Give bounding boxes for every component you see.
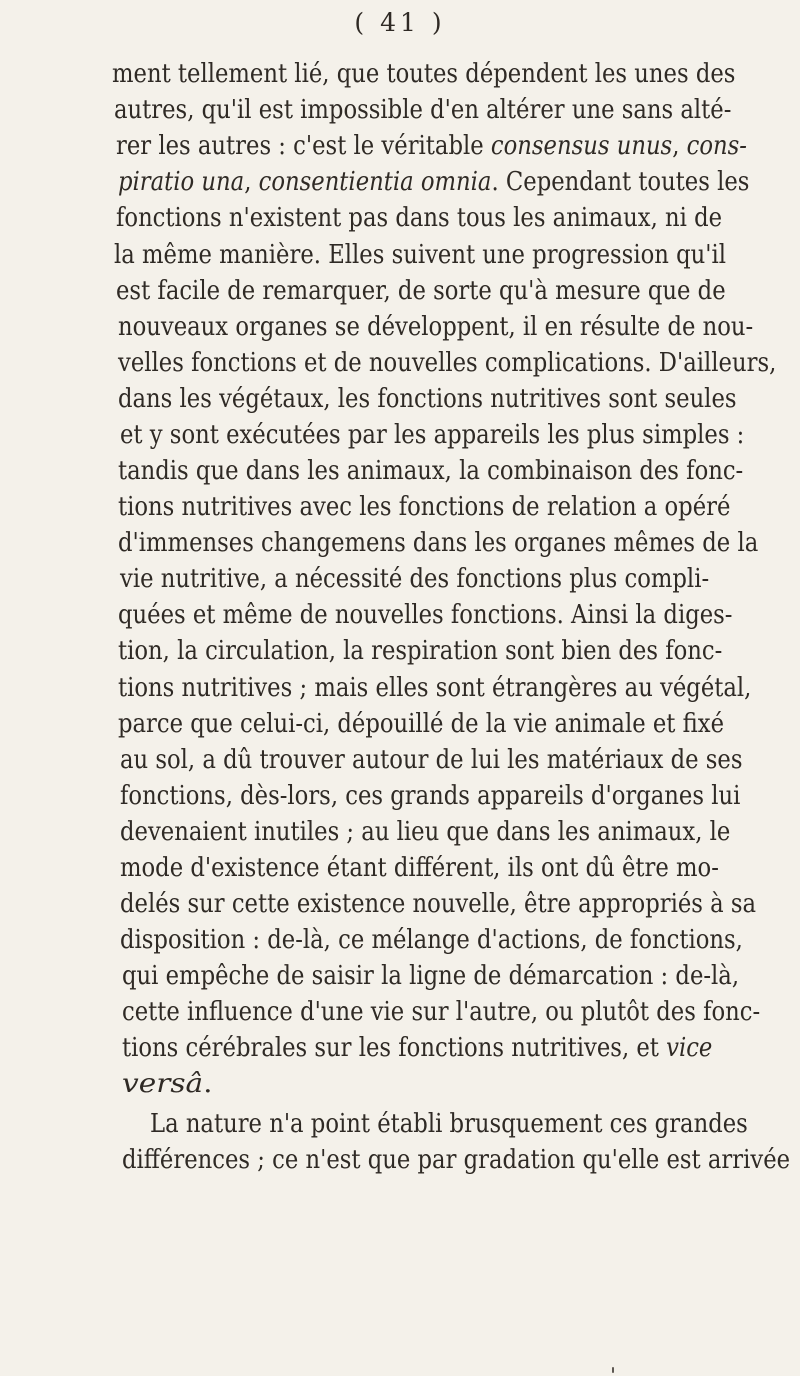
text-run: au sol, a dû trouver autour de lui les matériaux de ses xyxy=(120,744,743,775)
text-line xyxy=(116,200,722,236)
text-run: , xyxy=(244,166,259,197)
text-line xyxy=(122,1142,790,1178)
text-line xyxy=(120,814,730,850)
text-run: ment tellement lié, que toutes dépendent les unes des xyxy=(112,58,736,89)
text-line xyxy=(120,561,709,597)
text-line xyxy=(112,56,735,92)
text-run: qui empêche de saisir la ligne de démarcation : de-là, xyxy=(122,960,740,991)
text-run: tions nutritives ; mais elles sont étrangères au végétal, xyxy=(118,672,752,703)
text-line xyxy=(120,850,719,886)
text-run: fonctions n'existent pas dans tous les animaux, ni de xyxy=(116,202,723,233)
text-line xyxy=(118,670,751,706)
text-run: delés sur cette existence nouvelle, être appropriés à sa xyxy=(120,888,757,919)
text-line xyxy=(118,597,732,633)
text-run: . xyxy=(203,1068,213,1099)
text-run: nouveaux organes se développent, il en résulte de nou- xyxy=(118,311,754,342)
text-line xyxy=(114,92,731,128)
text-line xyxy=(118,164,749,200)
text-run: La nature n'a point établi brusquement ces grandes xyxy=(150,1108,748,1139)
text-line xyxy=(118,381,737,417)
text-run: quées et même de nouvelles fonctions. Ainsi la diges- xyxy=(118,599,733,630)
italic-phrase: consensus unus xyxy=(490,130,673,161)
text-run: parce que celui-ci, dépouillé de la vie animale et fixé xyxy=(118,708,725,739)
text-run: fonctions, dès-lors, ces grands appareils d'organes lui xyxy=(120,780,741,811)
text-run: d'immenses changemens dans les organes mêmes de la xyxy=(118,527,759,558)
text-line xyxy=(150,1106,748,1142)
text-line xyxy=(118,633,722,669)
text-line xyxy=(120,778,740,814)
text-line xyxy=(120,417,744,453)
text-line xyxy=(118,453,743,489)
text-run: est facile de remarquer, de sorte qu'à mesure que de xyxy=(116,275,726,306)
page-number: ( 41 ) xyxy=(354,8,446,37)
italic-phrase: vice xyxy=(666,1032,713,1063)
text-line xyxy=(122,1030,712,1066)
italic-phrase: piratio una xyxy=(118,166,245,197)
text-run: , xyxy=(672,130,687,161)
text-line xyxy=(118,525,758,561)
text-run: vie nutritive, a nécessité des fonctions plus compli- xyxy=(120,563,710,594)
italic-phrase: versâ xyxy=(122,1068,204,1099)
text-line xyxy=(118,706,724,742)
text-run: tion, la circulation, la respiration sont bien des fonc- xyxy=(118,635,723,666)
text-line xyxy=(122,994,760,1030)
text-run: disposition : de-là, ce mélange d'actions, de fonctions, xyxy=(120,924,743,955)
text-run: tandis que dans les animaux, la combinaison des fonc- xyxy=(118,455,744,486)
text-run: dans les végétaux, les fonctions nutritives sont seules xyxy=(118,383,737,414)
text-run: tions cérébrales sur les fonctions nutritives, et xyxy=(122,1032,667,1063)
text-run: mode d'existence étant différent, ils ont dû être mo- xyxy=(120,852,719,883)
italic-phrase: cons- xyxy=(686,130,747,161)
text-run: la même manière. Elles suivent une progression qu'il xyxy=(114,239,726,270)
text-line xyxy=(120,886,756,922)
text-run: devenaient inutiles ; au lieu que dans les animaux, le xyxy=(120,816,731,847)
italic-phrase: consentientia omnia xyxy=(258,166,492,197)
text-run: et y sont exécutées par les appareils les plus simples : xyxy=(120,419,745,450)
text-run: tions nutritives avec les fonctions de relation a opéré xyxy=(118,491,731,522)
text-line xyxy=(120,922,743,958)
paper-speck xyxy=(612,1367,614,1373)
text-run: rer les autres : c'est le véritable xyxy=(116,130,491,161)
text-line xyxy=(118,309,753,345)
text-line xyxy=(118,345,776,381)
text-run: velles fonctions et de nouvelles complications. D'ailleurs, xyxy=(118,347,777,378)
text-line xyxy=(118,489,730,525)
text-line xyxy=(114,237,726,273)
text-run: . Cependant toutes les xyxy=(491,166,750,197)
text-run: cette influence d'une vie sur l'autre, ou plutôt des fonc- xyxy=(122,996,761,1027)
text-line xyxy=(116,128,747,164)
text-line xyxy=(122,1066,213,1102)
text-run: différences ; ce n'est que par gradation qu'elle est arrivée xyxy=(122,1144,791,1175)
text-run: autres, qu'il est impossible d'en altérer une sans alté- xyxy=(114,94,732,125)
text-line xyxy=(120,742,743,778)
text-line xyxy=(122,958,739,994)
text-line xyxy=(116,273,726,309)
